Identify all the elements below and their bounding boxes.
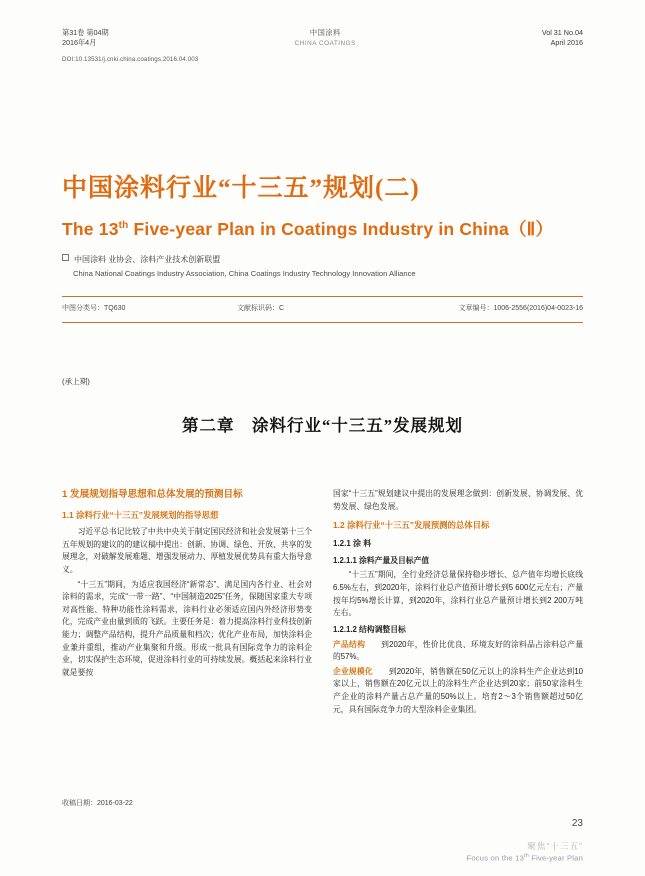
running-head-left <box>62 28 109 49</box>
journal-title-en: CHINA COATINGS <box>294 39 356 47</box>
section-heading-1-2-1: 1.2.1 涂 料 <box>333 538 372 548</box>
paragraph <box>333 639 583 664</box>
volume-issue: 第31卷 第04期 <box>62 28 109 37</box>
paragraph: “十三五”期间，全行业经济总量保持稳步增长、总产值年均增长底线6.5%左右，到2020年，涂料行业总产值预计增长到5 600亿元左右；产量按年均5%增长计算，到2020年，涂料行业总产量预计增长到2 200万吨左右。 <box>333 570 583 618</box>
author-en: China National Coatings Industry Association, China Coatings Industry Technology Innovation Alliance <box>73 269 416 279</box>
title-en-prefix: The 13 <box>62 219 119 239</box>
running-head-right <box>542 28 583 49</box>
lead-in-term: 产品结构 <box>333 639 366 649</box>
author-cn: 中国涂料 业协会、涂料产业技术创新联盟 <box>74 255 221 264</box>
page-number: 23 <box>571 818 583 829</box>
footer-brand-en-superscript: th <box>524 853 529 859</box>
section-heading-1-2-1-2: 1.2.1.2 结构调整目标 <box>333 624 406 634</box>
paragraph <box>333 666 583 717</box>
received-date: 收稿日期：2016-03-22 <box>62 800 133 807</box>
title-en-superscript: th <box>118 220 129 232</box>
journal-title-cn: 中国涂料 <box>309 28 341 37</box>
article-title-en <box>62 216 553 241</box>
footer-brand-en-prefix: Focus on the 13 <box>466 853 525 863</box>
section-heading-1-2-1-1: 1.2.1.1 涂料产量及目标产值 <box>333 555 430 565</box>
footer-brand-en-suffix: Five-year Plan <box>528 853 583 863</box>
doi-line: DOI:10.13531/j.cnki.china.coatings.2016.04.003 <box>62 56 199 63</box>
body-column-right <box>333 488 583 718</box>
footer-brand-cn: 聚焦“十三五” <box>527 841 583 851</box>
meta-row <box>62 303 583 313</box>
section-heading-1-2: 1.2 涂料行业“十三五”发展预测的总体目标 <box>333 520 490 531</box>
running-head-center <box>295 28 356 49</box>
meta-rule-bottom <box>62 322 583 323</box>
paragraph-text: 到2020年，销售额在50亿元以上的涂料生产企业达到10家以上，销售额在20亿元以上的涂料生产企业达到20家；前50家涂料生产企业的涂料产量占总产量的50%以上。培育2～3个销售额超过50亿元，具有国际竞争力的大型涂料企业集团。 <box>333 666 583 714</box>
clc-number: 中图分类号：TQ630 <box>62 305 126 312</box>
author-block <box>62 254 416 280</box>
article-title-cn: 中国涂料行业“十三五”规划(二) <box>62 175 420 202</box>
body-column-left <box>62 488 312 682</box>
section-heading-1: 1 发展规划指导思想和总体发展的预测目标 <box>62 489 243 500</box>
issue-date-en: April 2016 <box>550 38 583 48</box>
chapter-heading: 第二章 涂料行业“十三五”发展规划 <box>182 416 463 435</box>
paragraph: 国家“十三五”规划建议中提出的发展理念做到：创新发展、协调发展、优势发展、绿色发展。 <box>333 489 583 511</box>
footer-brand <box>467 840 583 863</box>
paragraph: 习近平总书记比较了中共中央关于制定国民经济和社会发展第十三个五年规划的建议的的建议稿中提出：创新、协调、绿色、开放、共享的发展理念，对破解发展难题、增强发展动力、厚植发展优势具有重大指导意义。 <box>62 527 312 574</box>
paragraph-text: 到2020年，性价比优良、环境友好的涂料品占涂料总产量的57%。 <box>333 639 584 662</box>
paragraph: “十三五”期间，为适应我国经济“新常态”、满足国内各行业、社会对涂料的需求，完成“一带一路”、“中国制造2025”任务，保随国家重大专项对高性能、特种功能性涂料需求，涂料行业必须适应国内外经济形势变化，完成产业由量到质的飞跃。主要任务是：着力提高涂料行业科技创新能力；调整产品结构，提升产品质量和档次；优化产业布局，加快涂料企业兼并重组，推动产业集聚和升级。形成一批具有国际竞争力的涂料企业，切实保护生态环境，促进涂料行业的可持续发展。概括起来涂料行业就是要按 <box>62 579 312 677</box>
article-id: 文章编号：1006-2556(2016)04-0023-16 <box>458 305 583 312</box>
volume-issue-en: Vol 31 No.04 <box>541 28 583 37</box>
bullet-square-icon <box>62 254 69 261</box>
document-code: 文献标识码：C <box>237 305 285 312</box>
continuation-note: (承上期) <box>62 377 90 386</box>
issue-date: 2016年4月 <box>62 38 97 48</box>
footer-brand-en <box>467 853 583 863</box>
running-head <box>62 28 583 49</box>
meta-rule-top <box>62 296 583 297</box>
lead-in-term: 企业规模化 <box>333 666 373 676</box>
section-heading-1-1: 1.1 涂料行业“十三五”发展规划的指导思想 <box>62 510 219 521</box>
title-en-suffix: Five-year Plan in Coatings Industry in China（Ⅱ） <box>128 219 554 239</box>
